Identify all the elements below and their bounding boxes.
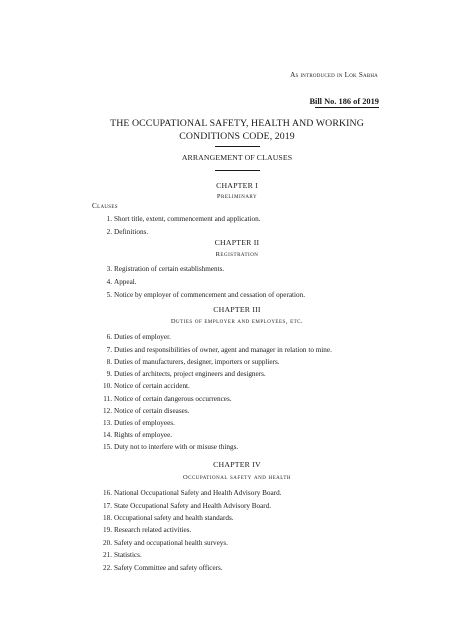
clause-number: 18. <box>103 514 112 522</box>
title-line-2: CONDITIONS CODE, 2019 <box>179 131 295 142</box>
clause-text: Notice of certain accident. <box>114 382 190 390</box>
clause-number: 2. <box>106 228 112 236</box>
clause-number: 3. <box>106 265 112 273</box>
clause-text: National Occupational Safety and Health Advisory Board. <box>114 489 282 497</box>
chapter-subheading: Duties of employer and employees, etc. <box>170 318 304 325</box>
clause-text: Duties of employees. <box>114 419 175 427</box>
clause-text: State Occupational Safety and Health Advisory Board. <box>114 502 272 510</box>
clause-number: 5. <box>106 291 112 299</box>
introduced-note: As introduced in Lok Sabha <box>290 71 378 79</box>
clause-text: Notice by employer of commencement and cessation of operation. <box>114 291 306 299</box>
clause-number: 14. <box>103 431 112 439</box>
clause-number: 13. <box>103 419 112 427</box>
clause-number: 11. <box>103 395 112 403</box>
clause-number: 1. <box>106 215 112 223</box>
clause-text: Notice of certain diseases. <box>114 407 190 415</box>
clauses-label: Clauses <box>92 202 118 210</box>
clause-number: 17. <box>103 502 112 510</box>
code-title <box>0 117 474 143</box>
clause-number: 10. <box>103 382 112 390</box>
clause-number: 16. <box>103 489 112 497</box>
clause-number: 8. <box>106 358 112 366</box>
bill-underline <box>315 107 379 108</box>
title-line-1: THE OCCUPATIONAL SAFETY, HEALTH AND WORKING <box>110 118 364 129</box>
clause-number: 15. <box>103 443 112 451</box>
clause-text: Duties of manufacturers, designer, importers or suppliers. <box>114 358 280 366</box>
chapter-subheading: Preliminary <box>216 193 258 200</box>
chapter-subheading: Registration <box>215 251 259 258</box>
clause-text: Short title, extent, commencement and application. <box>114 215 261 223</box>
clause-number: 20. <box>103 539 112 547</box>
clause-text: Duties of employer. <box>114 333 171 341</box>
clause-number: 9. <box>106 370 112 378</box>
chapter-subheading: Occupational safety and health <box>182 474 292 481</box>
clause-text: Definitions. <box>114 228 149 236</box>
clause-text: Duty not to interfere with or misuse things. <box>114 443 239 451</box>
clause-number: 12. <box>103 407 112 415</box>
chapter-heading: CHAPTER II <box>214 238 260 247</box>
clause-number: 19. <box>103 526 112 534</box>
clause-text: Research related activities. <box>114 526 192 534</box>
arrangement-heading: ARRANGEMENT OF CLAUSES <box>181 153 293 162</box>
clause-text: Safety Committee and safety officers. <box>114 564 223 572</box>
clause-text: Duties of architects, project engineers and designers. <box>114 370 266 378</box>
clause-text: Appeal. <box>114 278 137 286</box>
title-divider <box>215 146 260 147</box>
clause-text: Notice of certain dangerous occurrences. <box>114 395 232 403</box>
clause-number: 7. <box>106 346 112 354</box>
bill-number: Bill No. 186 of 2019 <box>309 97 379 106</box>
clause-text: Statistics. <box>114 551 142 559</box>
chapter-heading: CHAPTER III <box>213 305 261 314</box>
clause-text: Occupational safety and health standards. <box>114 514 234 522</box>
chapter-heading: CHAPTER I <box>216 181 258 190</box>
clause-number: 6. <box>106 333 112 341</box>
chapter-heading: CHAPTER IV <box>213 460 261 469</box>
clause-text: Duties and responsibilities of owner, agent and manager in relation to mine. <box>114 346 332 354</box>
clause-number: 21. <box>103 551 112 559</box>
clause-number: 4. <box>106 278 112 286</box>
clause-text: Registration of certain establishments. <box>114 265 225 273</box>
clause-text: Rights of employee. <box>114 431 173 439</box>
clause-text: Safety and occupational health surveys. <box>114 539 228 547</box>
clause-number: 22. <box>103 564 112 572</box>
arrangement-divider <box>215 170 260 171</box>
